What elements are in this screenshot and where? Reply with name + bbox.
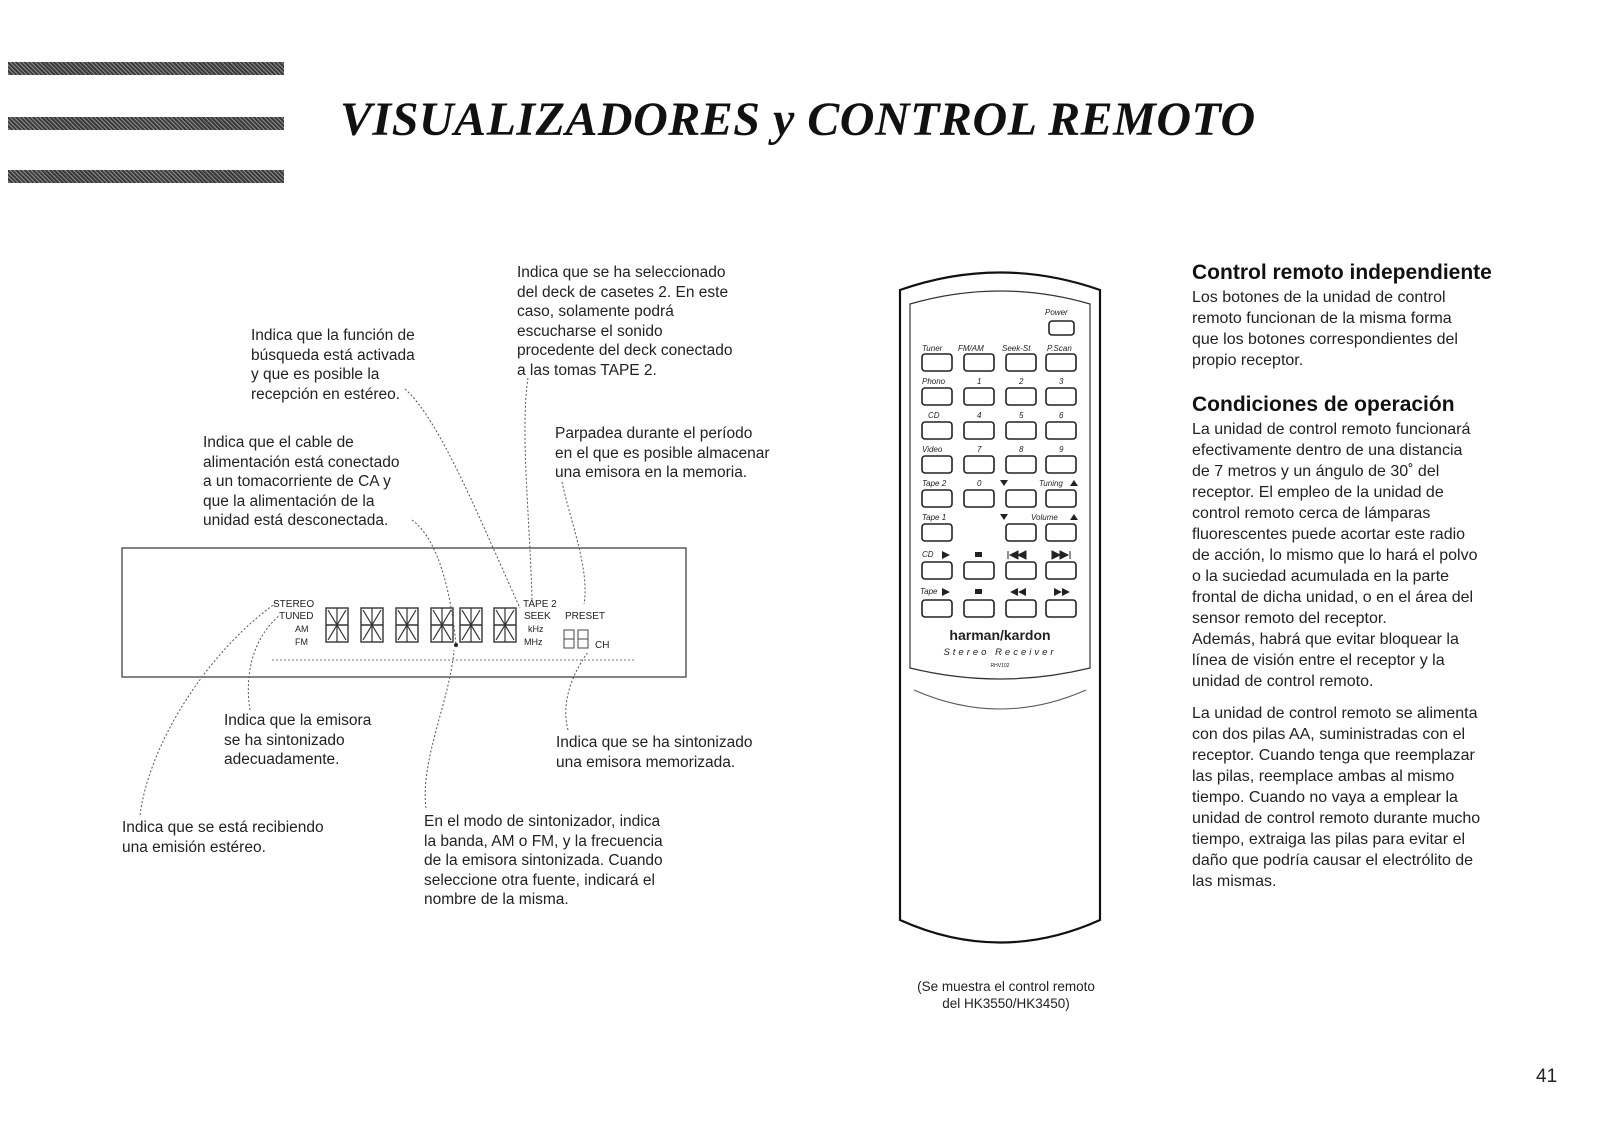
remote-label-volume: Volume xyxy=(1031,513,1058,522)
cd-skip-forward-button[interactable] xyxy=(1046,562,1076,579)
remote-label-tuning: Tuning xyxy=(1039,479,1063,488)
remote-label-7: 7 xyxy=(977,445,982,454)
fast-forward-button[interactable] xyxy=(1046,600,1076,617)
indicator-am: AM xyxy=(295,624,309,634)
remote-label-tape-transport: Tape xyxy=(920,587,938,596)
remote-control xyxy=(900,273,1100,943)
remote-model: RHV102 xyxy=(990,663,1010,669)
callout-memorized: Indica que se ha sintonizado una emisora memorizada. xyxy=(556,734,753,771)
callout-tape2: Indica que se ha seleccionado del deck de casetes 2. En este caso, solamente podrá escucharse el sonido procedente del deck conectado a las tomas TAPE 2. xyxy=(517,264,733,379)
leader-line-seek xyxy=(405,389,520,608)
indicator-preset: PRESET xyxy=(565,611,606,622)
indicator-fm: FM xyxy=(295,637,308,647)
remote-label-2: 2 xyxy=(1019,377,1024,386)
volume-up-button[interactable] xyxy=(1046,524,1076,541)
callout-tuned: Indica que la emisora se ha sintonizado adecuadamente. xyxy=(224,712,372,768)
p-scan-button[interactable] xyxy=(1046,354,1076,371)
leader-line-band xyxy=(425,650,454,808)
seek-st-button[interactable] xyxy=(1006,354,1036,371)
remote-label-0: 0 xyxy=(977,479,982,488)
remote-label-6: 6 xyxy=(1059,411,1064,420)
digit-6-button[interactable] xyxy=(1046,422,1076,439)
tuning-down-button[interactable] xyxy=(1006,490,1036,507)
remote-label-1: 1 xyxy=(977,377,982,386)
indicator-mhz: MHz xyxy=(524,637,543,647)
remote-caption: (Se muestra el control remoto del HK3550/HK3450) xyxy=(917,979,1095,1011)
brand-logo: harman/kardon xyxy=(949,627,1051,643)
remote-label-video: Video xyxy=(922,445,943,454)
callout-band: En el modo de sintonizador, indica la banda, AM o FM, y la frecuencia de la emisora sintonizada. Cuando seleccione otra fuente, indicará el nombre de la misma. xyxy=(424,813,663,908)
video-button[interactable] xyxy=(922,456,952,473)
remote-label-tape2: Tape 2 xyxy=(922,479,947,488)
preset-channel-digits xyxy=(564,630,588,648)
remote-label-seek-st: Seek-St xyxy=(1002,344,1031,353)
leader-line-tape2 xyxy=(525,378,532,600)
page-title: VISUALIZADORES y CONTROL REMOTO xyxy=(340,93,1256,146)
stop-icon xyxy=(975,552,982,557)
tape-1-button[interactable] xyxy=(922,524,952,541)
paragraph-batteries: La unidad de control remoto se alimenta con dos pilas AA, suministradas con el receptor. Cuando tenga que reemplazar las pilas, reemplace ambas al mismo tiempo. Cuando no vaya a emplear la unidad de control remoto durante mucho tiempo, extraiga las pilas para evitar el daño que podría causar el electrólito de las mismas. xyxy=(1192,705,1481,890)
segment-digit xyxy=(494,608,516,642)
rewind-button[interactable] xyxy=(1006,600,1036,617)
decimal-point xyxy=(454,643,458,647)
phono-button[interactable] xyxy=(922,388,952,405)
cd-skip-back-button[interactable] xyxy=(1006,562,1036,579)
remote-subtitle: Stereo Receiver xyxy=(943,647,1057,658)
page-number: 41 xyxy=(1536,1066,1558,1087)
indicator-tuned: TUNED xyxy=(279,611,314,622)
digit-5-button[interactable] xyxy=(1006,422,1036,439)
callout-power: Indica que el cable de alimentación está conectado a un tomacorriente de CA y que la alimentación de la unidad está desconectada. xyxy=(203,434,400,529)
remote-label-tape1: Tape 1 xyxy=(922,513,947,522)
digit-7-button[interactable] xyxy=(964,456,994,473)
front-panel-display xyxy=(122,378,686,815)
segment-digit xyxy=(361,608,383,642)
segment-digit xyxy=(326,608,348,642)
tuner-button[interactable] xyxy=(922,354,952,371)
remote-label-pscan: P.Scan xyxy=(1047,344,1072,353)
remote-label-5: 5 xyxy=(1019,411,1024,420)
paragraph-operating-conditions: La unidad de control remoto funcionará efectivamente dentro de una distancia de 7 metros y un ángulo de 30˚ del receptor. El empleo de la unidad de control remoto cerca de lámparas fluorescentes puede acortar este radio de acción, lo mismo que lo hará el polvo o la suciedad acumulada en la parte frontal de dicha unidad, o en el área del sensor remoto del receptor. Además, habrá que evitar bloquear la línea de visión entre el receptor y la unidad de control remoto. xyxy=(1192,421,1478,690)
segment-digit xyxy=(396,608,418,642)
remote-label-8: 8 xyxy=(1019,445,1024,454)
remote-label-power: Power xyxy=(1045,308,1068,317)
leader-line-tuned xyxy=(248,615,280,710)
segment-digit xyxy=(431,608,453,642)
digit-9-button[interactable] xyxy=(1046,456,1076,473)
remote-label-4: 4 xyxy=(977,411,982,420)
remote-label-cd-transport: CD xyxy=(922,550,934,559)
segment-digit xyxy=(460,608,482,642)
heading-independent-remote: Control remoto independiente xyxy=(1192,261,1492,284)
remote-label-cd: CD xyxy=(928,411,940,420)
callout-seek: Indica que la función de búsqueda está activada y que es posible la recepción en estéreo. xyxy=(251,327,415,403)
digit-1-button[interactable] xyxy=(964,388,994,405)
digit-3-button[interactable] xyxy=(1046,388,1076,405)
tape-stop-icon xyxy=(975,589,982,594)
remote-label-9: 9 xyxy=(1059,445,1064,454)
callout-stereo: Indica que se está recibiendo una emisión estéreo. xyxy=(122,819,324,856)
cd-button[interactable] xyxy=(922,422,952,439)
power-button[interactable] xyxy=(1049,321,1074,335)
heading-operating-conditions: Condiciones de operación xyxy=(1192,393,1455,416)
indicator-seek: SEEK xyxy=(524,611,551,622)
leader-line-memorized xyxy=(566,652,588,730)
digit-2-button[interactable] xyxy=(1006,388,1036,405)
cd-stop-button[interactable] xyxy=(964,562,994,579)
leader-line-preset xyxy=(562,482,585,604)
volume-down-button[interactable] xyxy=(1006,524,1036,541)
remote-label-fmam: FM/AM xyxy=(958,344,984,353)
digit-4-button[interactable] xyxy=(964,422,994,439)
tape-2-button[interactable] xyxy=(922,490,952,507)
tape-stop-button[interactable] xyxy=(964,600,994,617)
cd-play-button[interactable] xyxy=(922,562,952,579)
indicator-khz: kHz xyxy=(528,624,544,634)
callout-preset: Parpadea durante el período en el que es posible almacenar una emisora en la memoria. xyxy=(555,425,770,481)
leader-line-stereo xyxy=(140,603,276,815)
remote-label-3: 3 xyxy=(1059,377,1064,386)
remote-label-tuner: Tuner xyxy=(922,344,943,353)
digit-0-button[interactable] xyxy=(964,490,994,507)
remote-label-phono: Phono xyxy=(922,377,946,386)
indicator-stereo: STEREO xyxy=(273,599,315,610)
indicator-tape2: TAPE 2 xyxy=(523,599,557,610)
paragraph-independent-remote: Los botones de la unidad de control remoto funcionan de la misma forma que los botones correspondientes del propio receptor. xyxy=(1192,289,1458,369)
tuning-up-button[interactable] xyxy=(1046,490,1076,507)
digit-8-button[interactable] xyxy=(1006,456,1036,473)
tape-play-button[interactable] xyxy=(922,600,952,617)
fm-am-button[interactable] xyxy=(964,354,994,371)
indicator-ch: CH xyxy=(595,640,610,651)
